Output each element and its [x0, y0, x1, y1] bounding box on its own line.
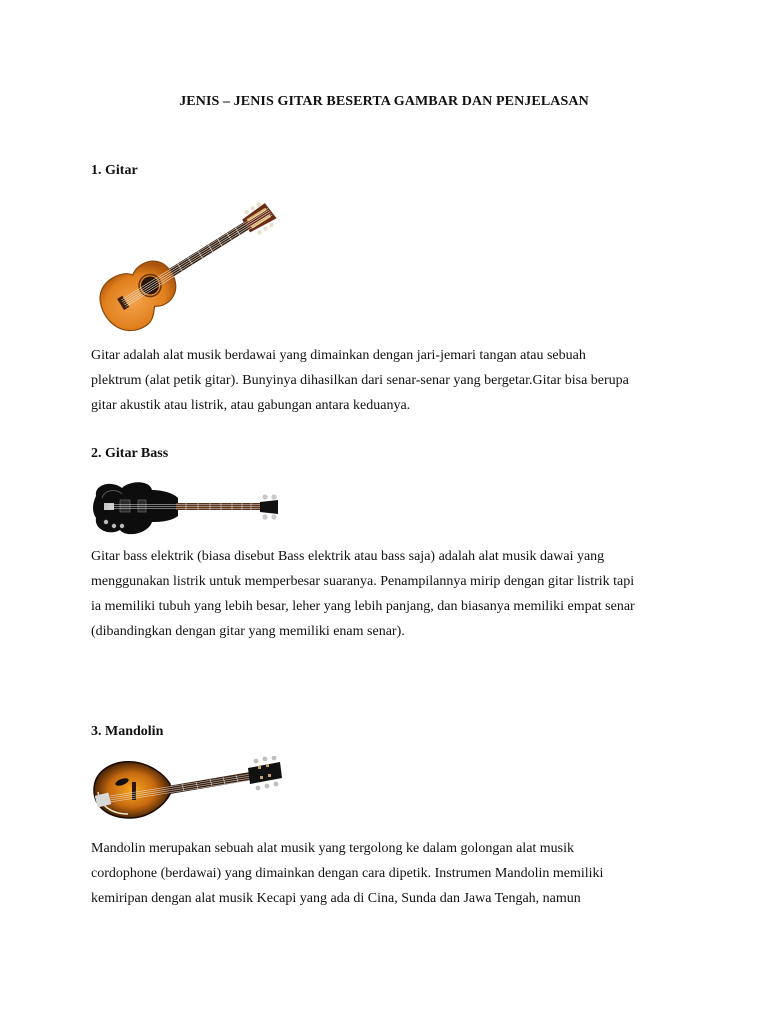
paragraph-line: kemiripan dengan alat musik Kecapi yang ada di Cina, Sunda dan Jawa Tengah, namun: [91, 891, 581, 906]
section-text-gitar-bass: [91, 544, 691, 644]
section-heading-gitar: 1. Gitar: [91, 163, 138, 178]
paragraph-line: cordophone (berdawai) yang dimainkan dengan cara dipetik. Instrumen Mandolin memiliki: [91, 866, 604, 881]
mandolin-icon: [90, 756, 286, 822]
paragraph-line: menggunakan listrik untuk memperbesar suaranya. Penampilannya mirip dengan gitar listrik tapi: [91, 574, 635, 589]
paragraph-line: plektrum (alat petik gitar). Bunyinya dihasilkan dari senar-senar yang bergetar.Gitar bisa berupa: [91, 373, 629, 388]
paragraph-line: (dibandingkan dengan gitar yang memiliki enam senar).: [91, 624, 405, 639]
section-text-gitar: [91, 343, 691, 418]
bass-guitar-icon: [90, 478, 282, 542]
paragraph-line: Gitar adalah alat musik berdawai yang dimainkan dengan jari-jemari tangan atau sebuah: [91, 348, 586, 363]
section-heading-gitar-bass: 2. Gitar Bass: [91, 446, 169, 461]
paragraph-line: gitar akustik atau listrik, atau gabungan antara keduanya.: [91, 398, 411, 413]
acoustic-guitar-icon: [90, 196, 280, 336]
paragraph-line: ia memiliki tubuh yang lebih besar, leher yang lebih panjang, dan biasanya memiliki empat senar: [91, 599, 635, 614]
page-title: JENIS – JENIS GITAR BESERTA GAMBAR DAN PENJELASAN: [179, 94, 589, 109]
section-text-mandolin: [91, 836, 691, 911]
section-heading-mandolin: 3. Mandolin: [91, 724, 164, 739]
paragraph-line: Mandolin merupakan sebuah alat musik yang tergolong ke dalam golongan alat musik: [91, 841, 575, 856]
paragraph-line: Gitar bass elektrik (biasa disebut Bass elektrik atau bass saja) adalah alat musik dawai yang: [91, 549, 605, 564]
